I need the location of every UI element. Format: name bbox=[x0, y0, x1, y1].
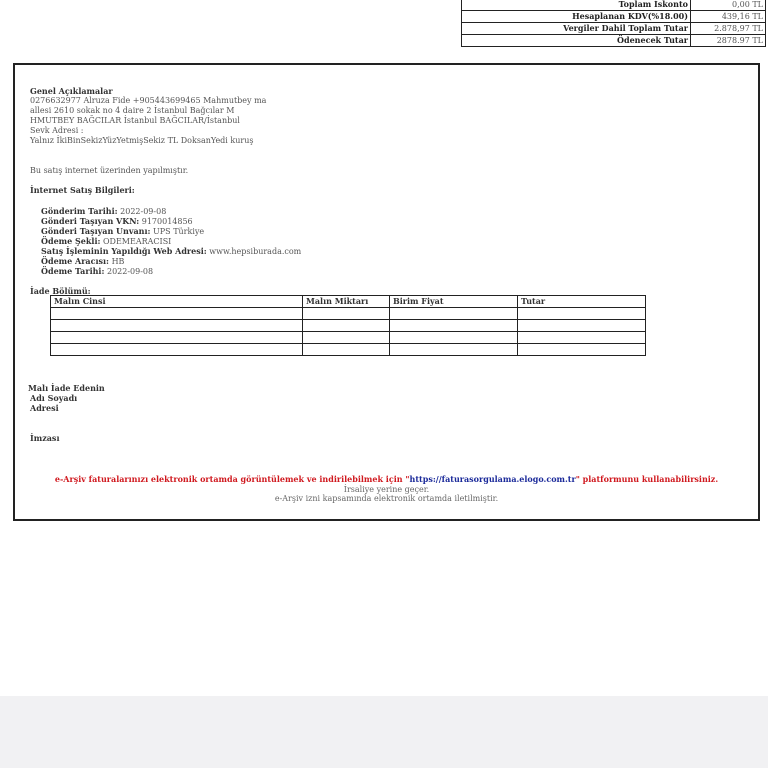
detail-value: 2022-09-08 bbox=[106, 267, 154, 276]
totals-value: 2878.97 TL bbox=[691, 35, 766, 47]
totals-label: Toplam İskonto bbox=[462, 0, 691, 11]
general-line: allesi 2610 sokak no 4 daire 2 İstanbul Bağcılar M bbox=[30, 106, 235, 115]
table-row bbox=[51, 308, 646, 320]
table-cell bbox=[51, 344, 303, 356]
detail-value: UPS Türkiye bbox=[153, 227, 205, 236]
earsiv-text-before: e-Arşiv faturalarınızı elektronik ortamda görüntülemek ve indirilebilmek için " bbox=[54, 474, 410, 484]
invoice-notes-box bbox=[13, 63, 760, 521]
detail-value: 9170014856 bbox=[141, 217, 193, 226]
table-cell bbox=[303, 344, 390, 356]
table-cell bbox=[303, 332, 390, 344]
detail-value: 2022-09-08 bbox=[120, 207, 167, 216]
detail-value: ODEMEARACISI bbox=[102, 237, 172, 246]
detail-row bbox=[41, 246, 301, 256]
totals-table bbox=[461, 0, 766, 47]
detail-label: Ödeme Tarihi: bbox=[41, 266, 105, 276]
detail-label: Gönderim Tarihi: bbox=[41, 206, 118, 216]
earsiv-notice bbox=[15, 474, 758, 484]
table-cell bbox=[390, 344, 518, 356]
table-cell bbox=[390, 320, 518, 332]
detail-value: www.hepsiburada.com bbox=[209, 247, 302, 256]
column-header: Malın Miktarı bbox=[303, 296, 390, 308]
table-cell bbox=[51, 332, 303, 344]
totals-value: 0,00 TL bbox=[691, 0, 766, 11]
earsiv-link[interactable]: https://faturasorgulama.elogo.com.tr bbox=[409, 474, 576, 484]
detail-label: Satış İşleminin Yapıldığı Web Adresi: bbox=[41, 246, 207, 256]
table-cell bbox=[51, 320, 303, 332]
table-row bbox=[51, 332, 646, 344]
table-cell bbox=[518, 344, 646, 356]
returner-title: Malı İade Edenin bbox=[28, 383, 105, 393]
totals-value: 439,16 TL bbox=[691, 11, 766, 23]
viewer-bottom-bar bbox=[0, 696, 768, 768]
sale-note: Bu satış internet üzerinden yapılmıştır. bbox=[30, 166, 189, 175]
table-cell bbox=[303, 308, 390, 320]
table-row bbox=[51, 320, 646, 332]
general-notes-title: Genel Açıklamalar bbox=[30, 86, 113, 96]
column-header: Malın Cinsi bbox=[51, 296, 303, 308]
detail-row bbox=[41, 256, 301, 266]
detail-label: Ödeme Aracısı: bbox=[41, 256, 110, 266]
detail-label: Gönderi Taşıyan Unvanı: bbox=[41, 226, 151, 236]
column-header: Tutar bbox=[518, 296, 646, 308]
detail-row bbox=[41, 266, 301, 276]
general-notes bbox=[30, 86, 266, 146]
waybill-note: İrsaliye yerine geçer. bbox=[343, 485, 430, 494]
detail-row bbox=[41, 236, 301, 246]
detail-row bbox=[41, 226, 301, 236]
table-cell bbox=[51, 308, 303, 320]
general-line: Yalnız İkiBinSekizYüzYetmişSekiz TL DoksanYedi kuruş bbox=[30, 136, 254, 145]
table-cell bbox=[303, 320, 390, 332]
totals-label: Ödenecek Tutar bbox=[462, 35, 691, 47]
detail-row bbox=[41, 216, 301, 226]
table-cell bbox=[518, 332, 646, 344]
returner-address-label: Adresi bbox=[30, 403, 59, 413]
table-cell bbox=[390, 308, 518, 320]
internet-sales-title: İnternet Satış Bilgileri: bbox=[30, 185, 135, 195]
general-line: HMUTBEY BAĞCILAR İstanbul BAĞCILAR/İstanbul bbox=[30, 116, 240, 125]
return-section-title: İade Bölümü: bbox=[30, 286, 91, 296]
general-line: 0276632977 Alruza Fide +905443699465 Mahmutbey ma bbox=[30, 96, 267, 105]
totals-value: 2.878,97 TL bbox=[691, 23, 766, 35]
detail-label: Gönderi Taşıyan VKN: bbox=[41, 216, 140, 226]
totals-row bbox=[462, 0, 766, 11]
detail-label: Ödeme Şekli: bbox=[41, 236, 101, 246]
return-table bbox=[50, 295, 646, 356]
internet-sales-details bbox=[41, 206, 301, 276]
table-cell bbox=[518, 308, 646, 320]
detail-row bbox=[41, 206, 301, 216]
returner-name-label: Adı Soyadı bbox=[30, 393, 78, 403]
returner-info bbox=[28, 383, 105, 413]
totals-label: Hesaplanan KDV(%18.00) bbox=[462, 11, 691, 23]
general-line: Sevk Adresi : bbox=[30, 126, 84, 135]
signature-label: İmzası bbox=[30, 433, 60, 443]
return-table-header bbox=[51, 296, 646, 308]
table-row bbox=[51, 344, 646, 356]
earsiv-text-after: " platformunu kullanabilirsiniz. bbox=[575, 474, 719, 484]
totals-row bbox=[462, 35, 766, 47]
detail-value: HB bbox=[111, 257, 125, 266]
totals-label: Vergiler Dahil Toplam Tutar bbox=[462, 23, 691, 35]
table-cell bbox=[390, 332, 518, 344]
table-cell bbox=[518, 320, 646, 332]
totals-row bbox=[462, 11, 766, 23]
column-header: Birim Fiyat bbox=[390, 296, 518, 308]
earsiv-permission-note: e-Arşiv izni kapsamında elektronik ortamda iletilmiştir. bbox=[274, 494, 499, 503]
totals-row bbox=[462, 23, 766, 35]
